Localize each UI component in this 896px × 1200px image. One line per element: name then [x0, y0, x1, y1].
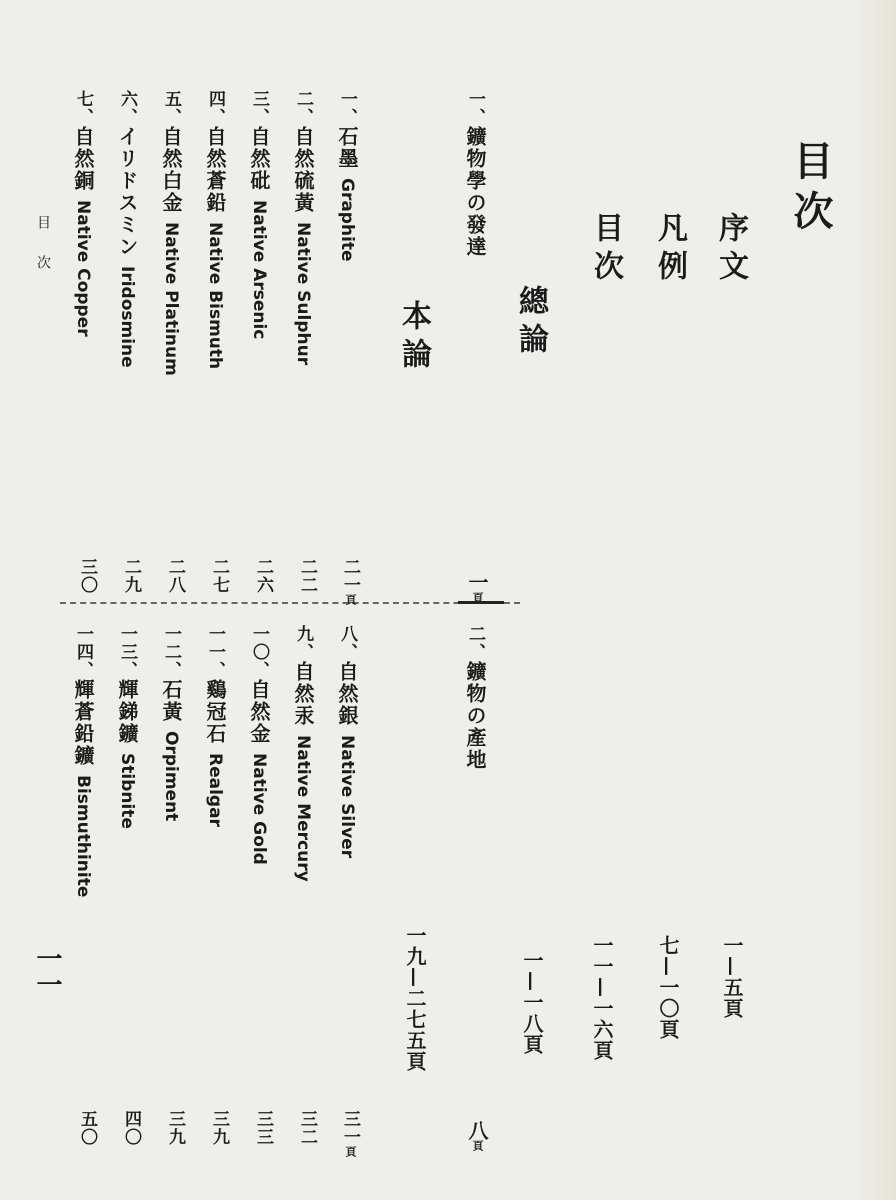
main-entry	[117, 625, 137, 829]
running-head: 目次	[35, 215, 51, 295]
main-entry	[161, 625, 181, 821]
main-entry	[249, 90, 269, 339]
page-suffix: 頁	[471, 1140, 484, 1151]
entry-latin: Native Gold	[249, 753, 269, 865]
entry-number: 七、	[73, 90, 93, 126]
entry-number: 三、	[249, 90, 269, 126]
entry-japanese: 石黃	[159, 679, 183, 723]
general-entry-page	[467, 1120, 487, 1151]
main-section-title: 本論	[396, 300, 431, 376]
main-entry	[73, 625, 93, 897]
main-entry-page: 三三	[253, 1110, 273, 1146]
entry-japanese: 輝銻鑛	[115, 679, 139, 745]
general-entry	[465, 625, 485, 771]
entry-latin: Native Arsenic	[249, 200, 269, 340]
front-matter-contents-pages: 一一—一六頁	[590, 935, 614, 1061]
entry-latin: Realgar	[205, 753, 225, 827]
entry-page: 一	[465, 572, 489, 592]
main-entry-page: 三〇	[77, 558, 97, 594]
entry-latin: Stibnite	[117, 753, 137, 829]
entry-japanese: 自然銀	[335, 661, 359, 727]
entry-number: 二、	[465, 625, 485, 661]
main-entry-page: 二八	[165, 558, 185, 594]
divider	[60, 602, 520, 604]
main-entry-page: 二七	[209, 558, 229, 594]
entry-number: 一三、	[117, 625, 137, 679]
entry-number: 九、	[293, 625, 313, 661]
entry-number: 八、	[337, 625, 357, 661]
entry-japanese: 自然蒼鉛	[203, 126, 227, 214]
page-title: 目次	[787, 140, 834, 240]
entry-latin: Native Mercury	[293, 735, 313, 882]
main-section-pages: 一九—二七五頁	[403, 925, 427, 1072]
main-entry-page: 三二	[297, 1110, 317, 1146]
entry-japanese: 自然汞	[291, 661, 315, 727]
main-entry-page: 五〇	[77, 1110, 97, 1146]
entry-japanese: 自然白金	[159, 126, 183, 214]
entry-number: 一四、	[73, 625, 93, 679]
entry-japanese: 自然銅	[71, 126, 95, 192]
main-entry	[337, 90, 357, 262]
entry-latin: Graphite	[337, 178, 357, 262]
page-suffix: 頁	[471, 592, 484, 603]
entry-number: 五、	[161, 90, 181, 126]
entry-latin: Iridosmine	[117, 266, 137, 368]
entry-japanese: 鑛物の產地	[463, 661, 487, 771]
entry-japanese: 自然砒	[247, 126, 271, 192]
general-entry	[465, 90, 485, 258]
entry-japanese: 鷄冠石	[203, 679, 227, 745]
entry-latin: Native Sulphur	[293, 222, 313, 366]
divider-strong	[458, 601, 504, 604]
entry-page: 二一	[340, 558, 360, 594]
main-entry-page: 二六	[253, 558, 273, 594]
main-entry	[249, 625, 269, 865]
page-number: 一一	[32, 945, 62, 997]
page-suffix: 頁	[344, 594, 357, 605]
entry-number: 一、	[465, 90, 485, 126]
front-matter-preface: 序文	[713, 212, 748, 288]
entry-latin: Bismuthinite	[73, 775, 93, 898]
entry-japanese: イリドスミン	[115, 126, 139, 258]
main-entry-page	[340, 1110, 360, 1157]
main-entry-page: 二二	[297, 558, 317, 594]
entry-number: 六、	[117, 90, 137, 126]
entry-latin: Native Bismuth	[205, 222, 225, 370]
front-matter-notes: 凡例	[652, 212, 687, 288]
entry-japanese: 石墨	[335, 126, 359, 170]
main-entry-page: 三九	[165, 1110, 185, 1146]
entry-number: 一、	[337, 90, 357, 126]
entry-latin: Native Silver	[337, 735, 357, 859]
main-entry-page: 四〇	[121, 1110, 141, 1146]
page-gutter-shadow	[856, 0, 896, 1200]
main-entry	[205, 625, 225, 827]
main-entry	[73, 90, 93, 337]
main-entry	[293, 90, 313, 365]
main-entry	[205, 90, 225, 369]
main-entry	[293, 625, 313, 882]
main-entry-page	[340, 558, 360, 605]
entry-number: 一二、	[161, 625, 181, 679]
front-matter-contents: 目次	[588, 212, 623, 288]
entry-latin: Native Copper	[73, 200, 93, 337]
entry-latin: Orpiment	[161, 731, 181, 822]
main-entry	[117, 90, 137, 368]
entry-latin: Native Platinum	[161, 222, 181, 376]
general-entry-page	[467, 572, 487, 603]
entry-japanese: 自然硫黃	[291, 126, 315, 214]
main-entry-page: 二九	[121, 558, 141, 594]
main-entry	[337, 625, 357, 858]
entry-number: 二、	[293, 90, 313, 126]
page-suffix: 頁	[344, 1146, 357, 1157]
entry-japanese: 自然金	[247, 679, 271, 745]
entry-number: 四、	[205, 90, 225, 126]
entry-page: 三一	[340, 1110, 360, 1146]
general-section-pages: 一—一八頁	[520, 950, 544, 1055]
entry-japanese: 輝蒼鉛鑛	[71, 679, 95, 767]
main-entry	[161, 90, 181, 376]
general-section-title: 總論	[513, 285, 548, 361]
entry-number: 一〇、	[249, 625, 269, 679]
entry-page: 八	[465, 1120, 489, 1140]
front-matter-preface-pages: 一—五頁	[720, 935, 744, 1019]
entry-japanese: 鑛物學の發達	[463, 126, 487, 258]
entry-number: 一一、	[205, 625, 225, 679]
main-entry-page: 三九	[209, 1110, 229, 1146]
front-matter-notes-pages: 七—一〇頁	[656, 935, 680, 1040]
